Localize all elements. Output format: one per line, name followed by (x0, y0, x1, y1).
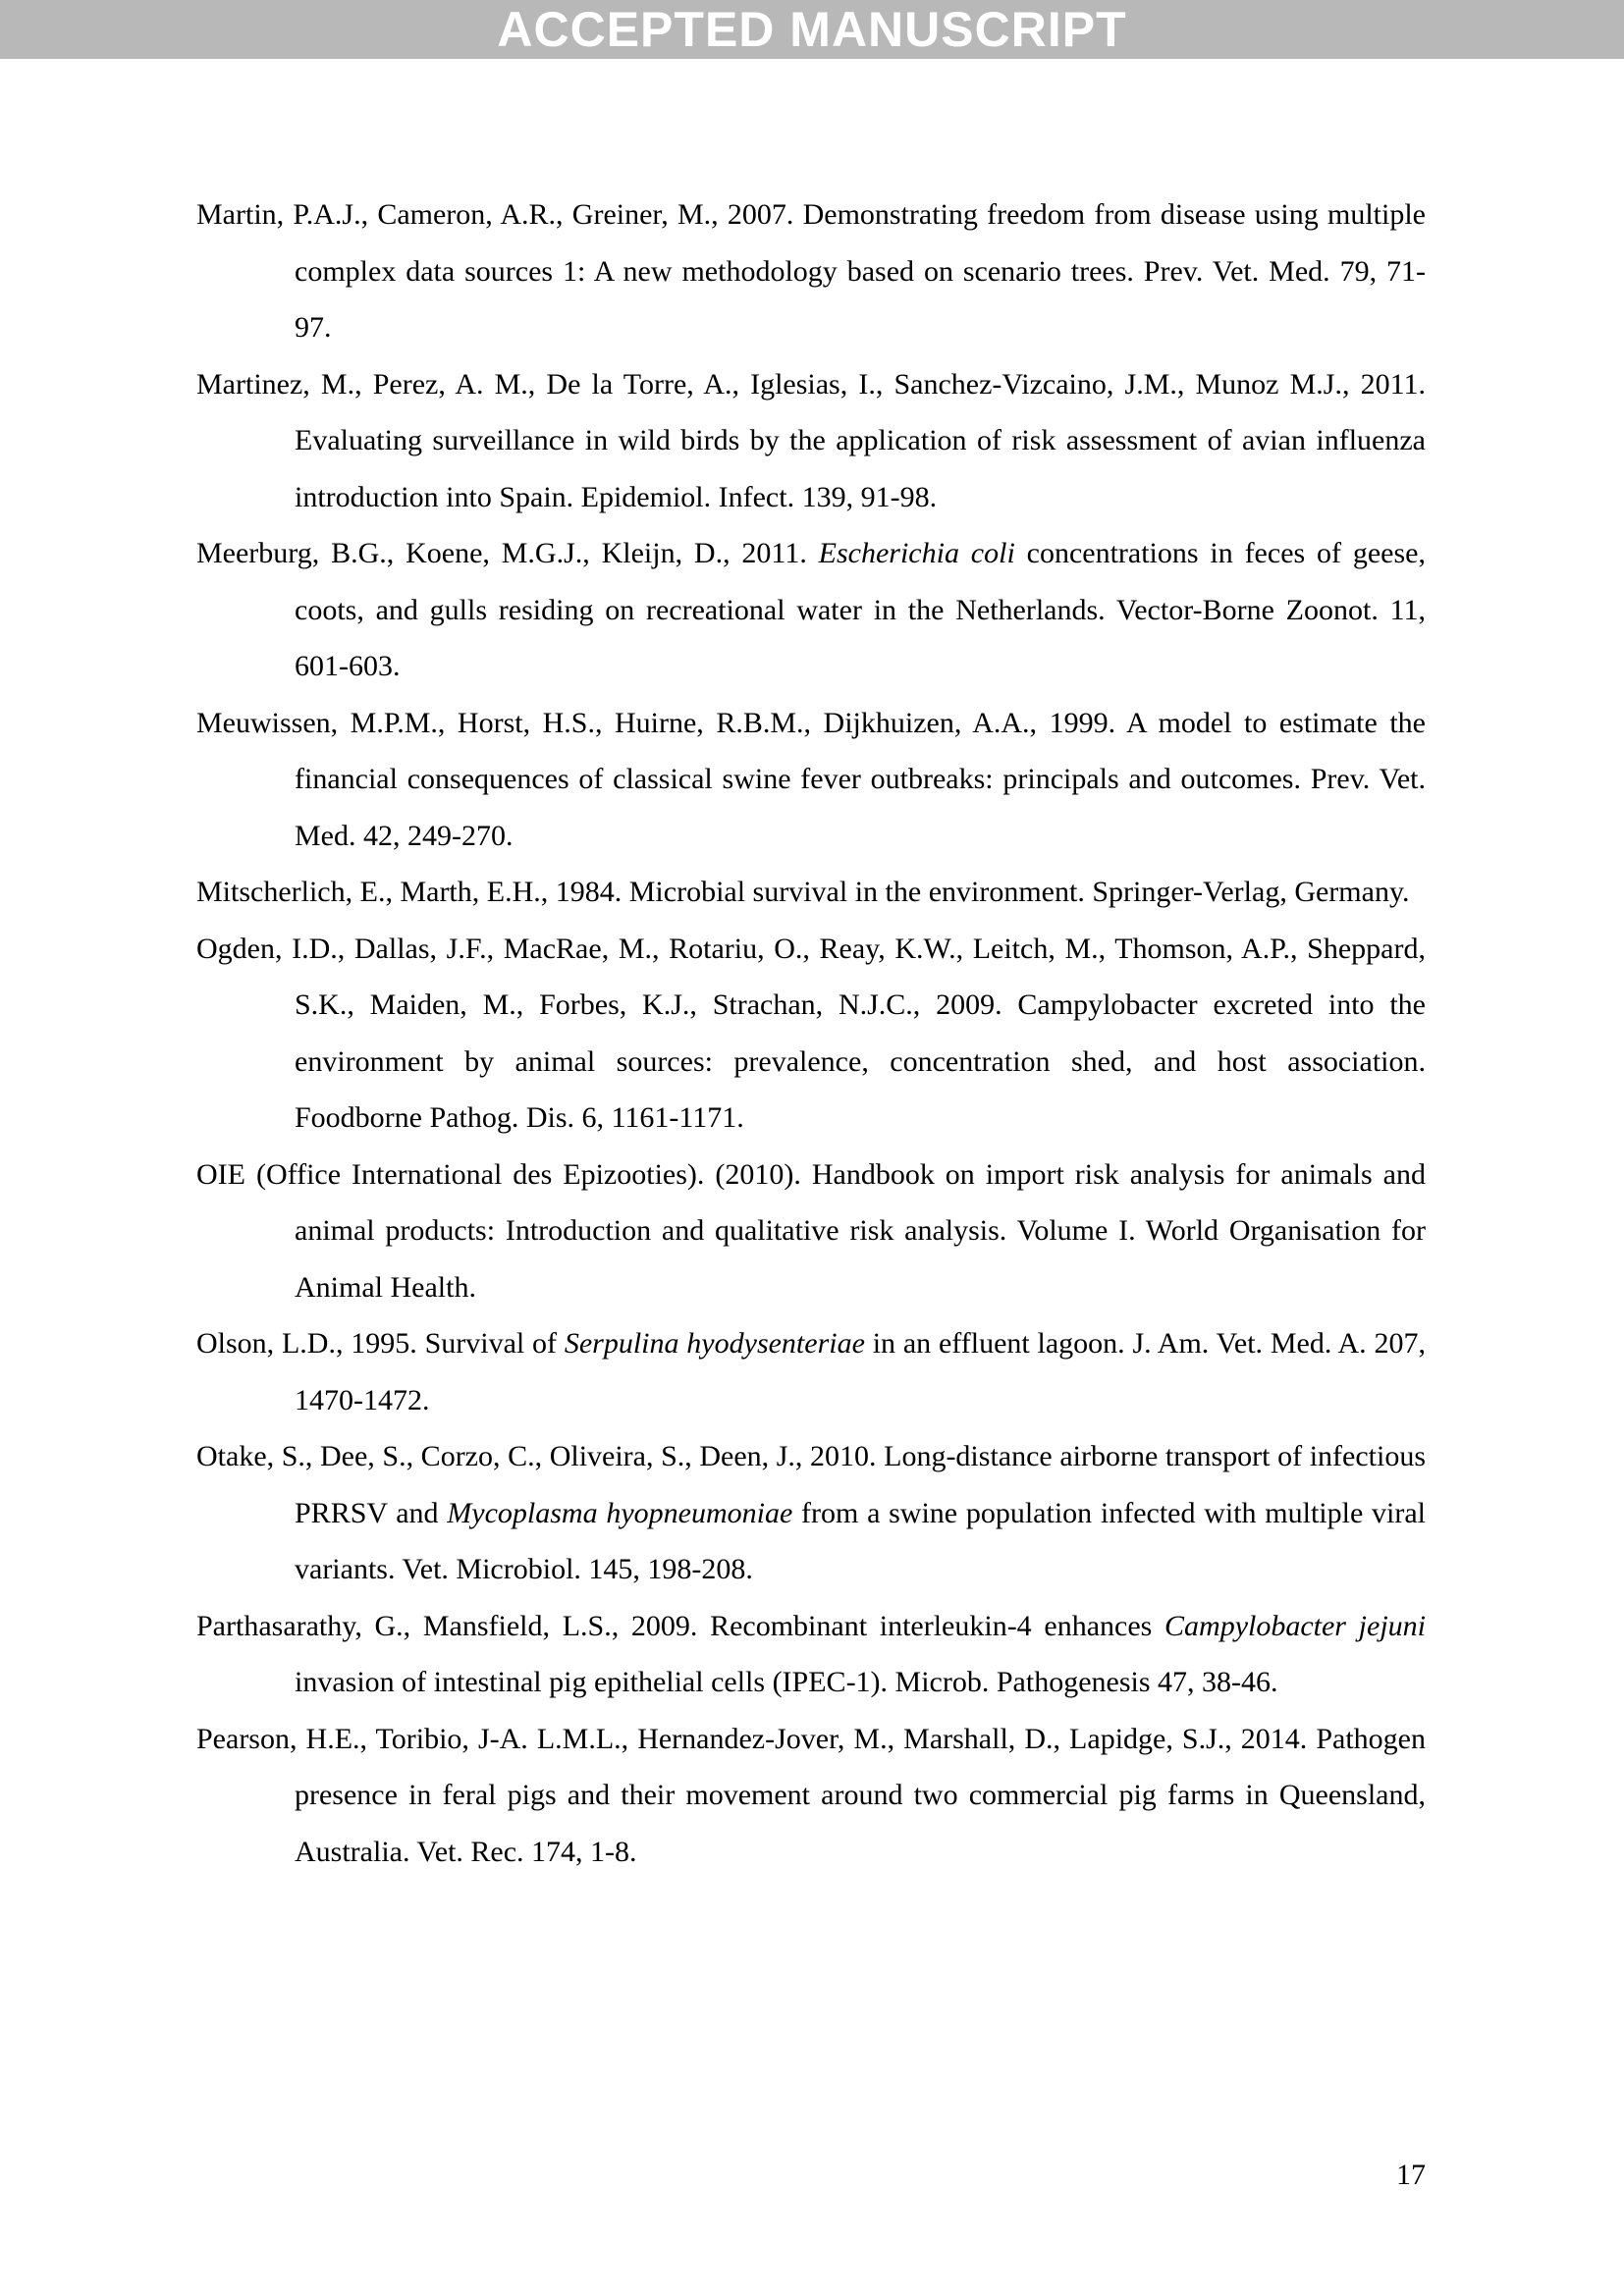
reference-entry (196, 1598, 1426, 1711)
reference-text: from a swine population infected with multiple viral variants. Vet. Microbiol. 145, 198-208. (295, 1496, 1426, 1585)
reference-text: Martinez, M., Perez, A. M., De la Torre, A., Iglesias, I., Sanchez-Vizcaino, J.M., Munoz M.J., 2011. Evaluating surveillance in wild birds by the application of risk assessment of avian influenza introduction into Spain. Epidemiol. Infect. 139, 91-98. (196, 367, 1426, 513)
species-name: Escherichia coli (818, 537, 1015, 569)
banner-text: ACCEPTED MANUSCRIPT (497, 2, 1127, 57)
accepted-manuscript-banner (0, 0, 1624, 59)
reference-text: Ogden, I.D., Dallas, J.F., MacRae, M., Rotariu, O., Reay, K.W., Leitch, M., Thomson, A.P., Sheppard, S.K., Maiden, M., Forbes, K.J., Strachan, N.J.C., 2009. Campylobacter excreted into the environment by animal sources: prevalence, concentration shed, and host association. Foodborne Pathog. Dis. 6, 1161-1171. (196, 932, 1426, 1134)
reference-entry (196, 187, 1426, 356)
reference-entry (196, 1428, 1426, 1598)
reference-text: Pearson, H.E., Toribio, J-A. L.M.L., Hernandez-Jover, M., Marshall, D., Lapidge, S.J., 2014. Pathogen presence in feral pigs and their movement around two commercial pig farms in Queensland, Australia. Vet. Rec. 174, 1-8. (196, 1722, 1426, 1868)
reference-text: Parthasarathy, G., Mansfield, L.S., 2009. Recombinant interleukin-4 enhances (196, 1609, 1165, 1642)
reference-text: in an effluent lagoon. J. Am. Vet. Med. A. 207, 1470-1472. (295, 1327, 1426, 1416)
reference-entry (196, 525, 1426, 695)
species-name: Mycoplasma hyopneumoniae (447, 1496, 793, 1529)
reference-entry (196, 695, 1426, 865)
reference-entry (196, 1711, 1426, 1881)
reference-text: Otake, S., Dee, S., Corzo, C., Oliveira, S., Deen, J., 2010. Long-distance airborne transport of infectious PRRSV and (196, 1440, 1426, 1529)
reference-entry (196, 356, 1426, 526)
reference-entry (196, 864, 1426, 921)
reference-entry (196, 1147, 1426, 1316)
page-number: 17 (1396, 2159, 1426, 2191)
reference-text: concentrations in feces of geese, coots, and gulls residing on recreational water in the Netherlands. Vector-Borne Zoonot. 11, 601-603. (295, 537, 1426, 682)
reference-list (196, 187, 1426, 1880)
reference-text: Olson, L.D., 1995. Survival of (196, 1327, 565, 1360)
reference-entry (196, 921, 1426, 1147)
reference-text: Meerburg, B.G., Koene, M.G.J., Kleijn, D., 2011. (196, 537, 819, 569)
reference-entry (196, 1315, 1426, 1428)
reference-text: Mitscherlich, E., Marth, E.H., 1984. Microbial survival in the environment. Springer-Verlag, Germany. (196, 876, 1410, 908)
reference-text: invasion of intestinal pig epithelial cells (IPEC-1). Microb. Pathogenesis 47, 38-46. (295, 1666, 1278, 1698)
reference-text: Martin, P.A.J., Cameron, A.R., Greiner, M., 2007. Demonstrating freedom from disease using multiple complex data sources 1: A new methodology based on scenario trees. Prev. Vet. Med. 79, 71-97. (196, 198, 1426, 344)
reference-text: OIE (Office International des Epizooties). (2010). Handbook on import risk analysis for animals and animal products: Introduction and qualitative risk analysis. Volume I. World Organisation for Animal Health. (196, 1157, 1426, 1304)
species-name: Serpulina hyodysenteriae (564, 1327, 865, 1360)
reference-text: Meuwissen, M.P.M., Horst, H.S., Huirne, R.B.M., Dijkhuizen, A.A., 1999. A model to estimate the financial consequences of classical swine fever outbreaks: principals and outcomes. Prev. Vet. Med. 42, 249-270. (196, 706, 1426, 852)
species-name: Campylobacter jejuni (1164, 1609, 1426, 1642)
